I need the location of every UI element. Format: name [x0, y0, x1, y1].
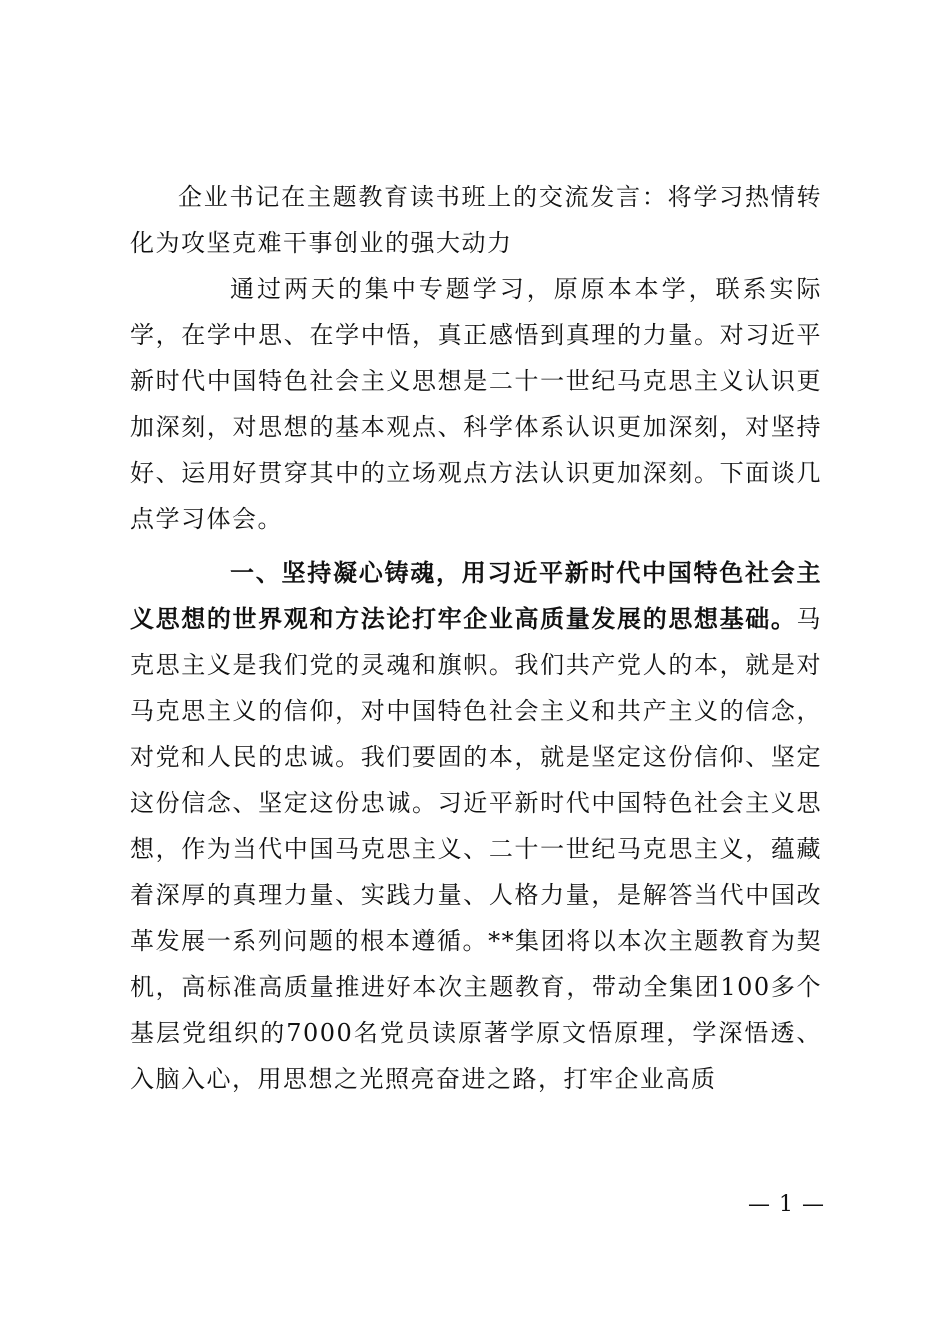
- page-number: — 1 —: [748, 1192, 825, 1217]
- intro-paragraph: 通过两天的集中专题学习，原原本本学，联系实际学，在学中思、在学中悟，真正感悟到真理的力量。对习近平新时代中国特色社会主义思想是二十一世纪马克思主义认识更加深刻，对思想的基本观点、科学体系认识更加深刻，对坚持好、运用好贯穿其中的立场观点方法认识更加深刻。下面谈几点学习体会。: [130, 275, 822, 533]
- section-1-paragraph: [130, 550, 822, 1102]
- section-1-heading: 一、坚持凝心铸魂，用习近平新时代中国特色社会主义思想的世界观和方法论打牢企业高质量发展的思想基础。: [130, 558, 822, 633]
- section-1-body: 马克思主义是我们党的灵魂和旗帜。我们共产党人的本，就是对马克思主义的信仰，对中国特色社会主义和共产主义的信念，对党和人民的忠诚。我们要固的本，就是坚定这份信仰、坚定这份信念、坚定这份忠诚。习近平新时代中国特色社会主义思想，作为当代中国马克思主义、二十一世纪马克思主义，蕴藏着深厚的真理力量、实践力量、人格力量，是解答当代中国改革发展一系列问题的根本遵循。**集团将以本次主题教育为契机，高标准高质量推进好本次主题教育，带动全集团100多个基层党组织的7000名党员读原著学原文悟原理，学深悟透、入脑入心，用思想之光照亮奋进之路，打牢企业高质: [130, 605, 822, 1093]
- document-body: [130, 174, 822, 1102]
- document-title: 企业书记在主题教育读书班上的交流发言：将学习热情转化为攻坚克难干事创业的强大动力: [130, 183, 822, 257]
